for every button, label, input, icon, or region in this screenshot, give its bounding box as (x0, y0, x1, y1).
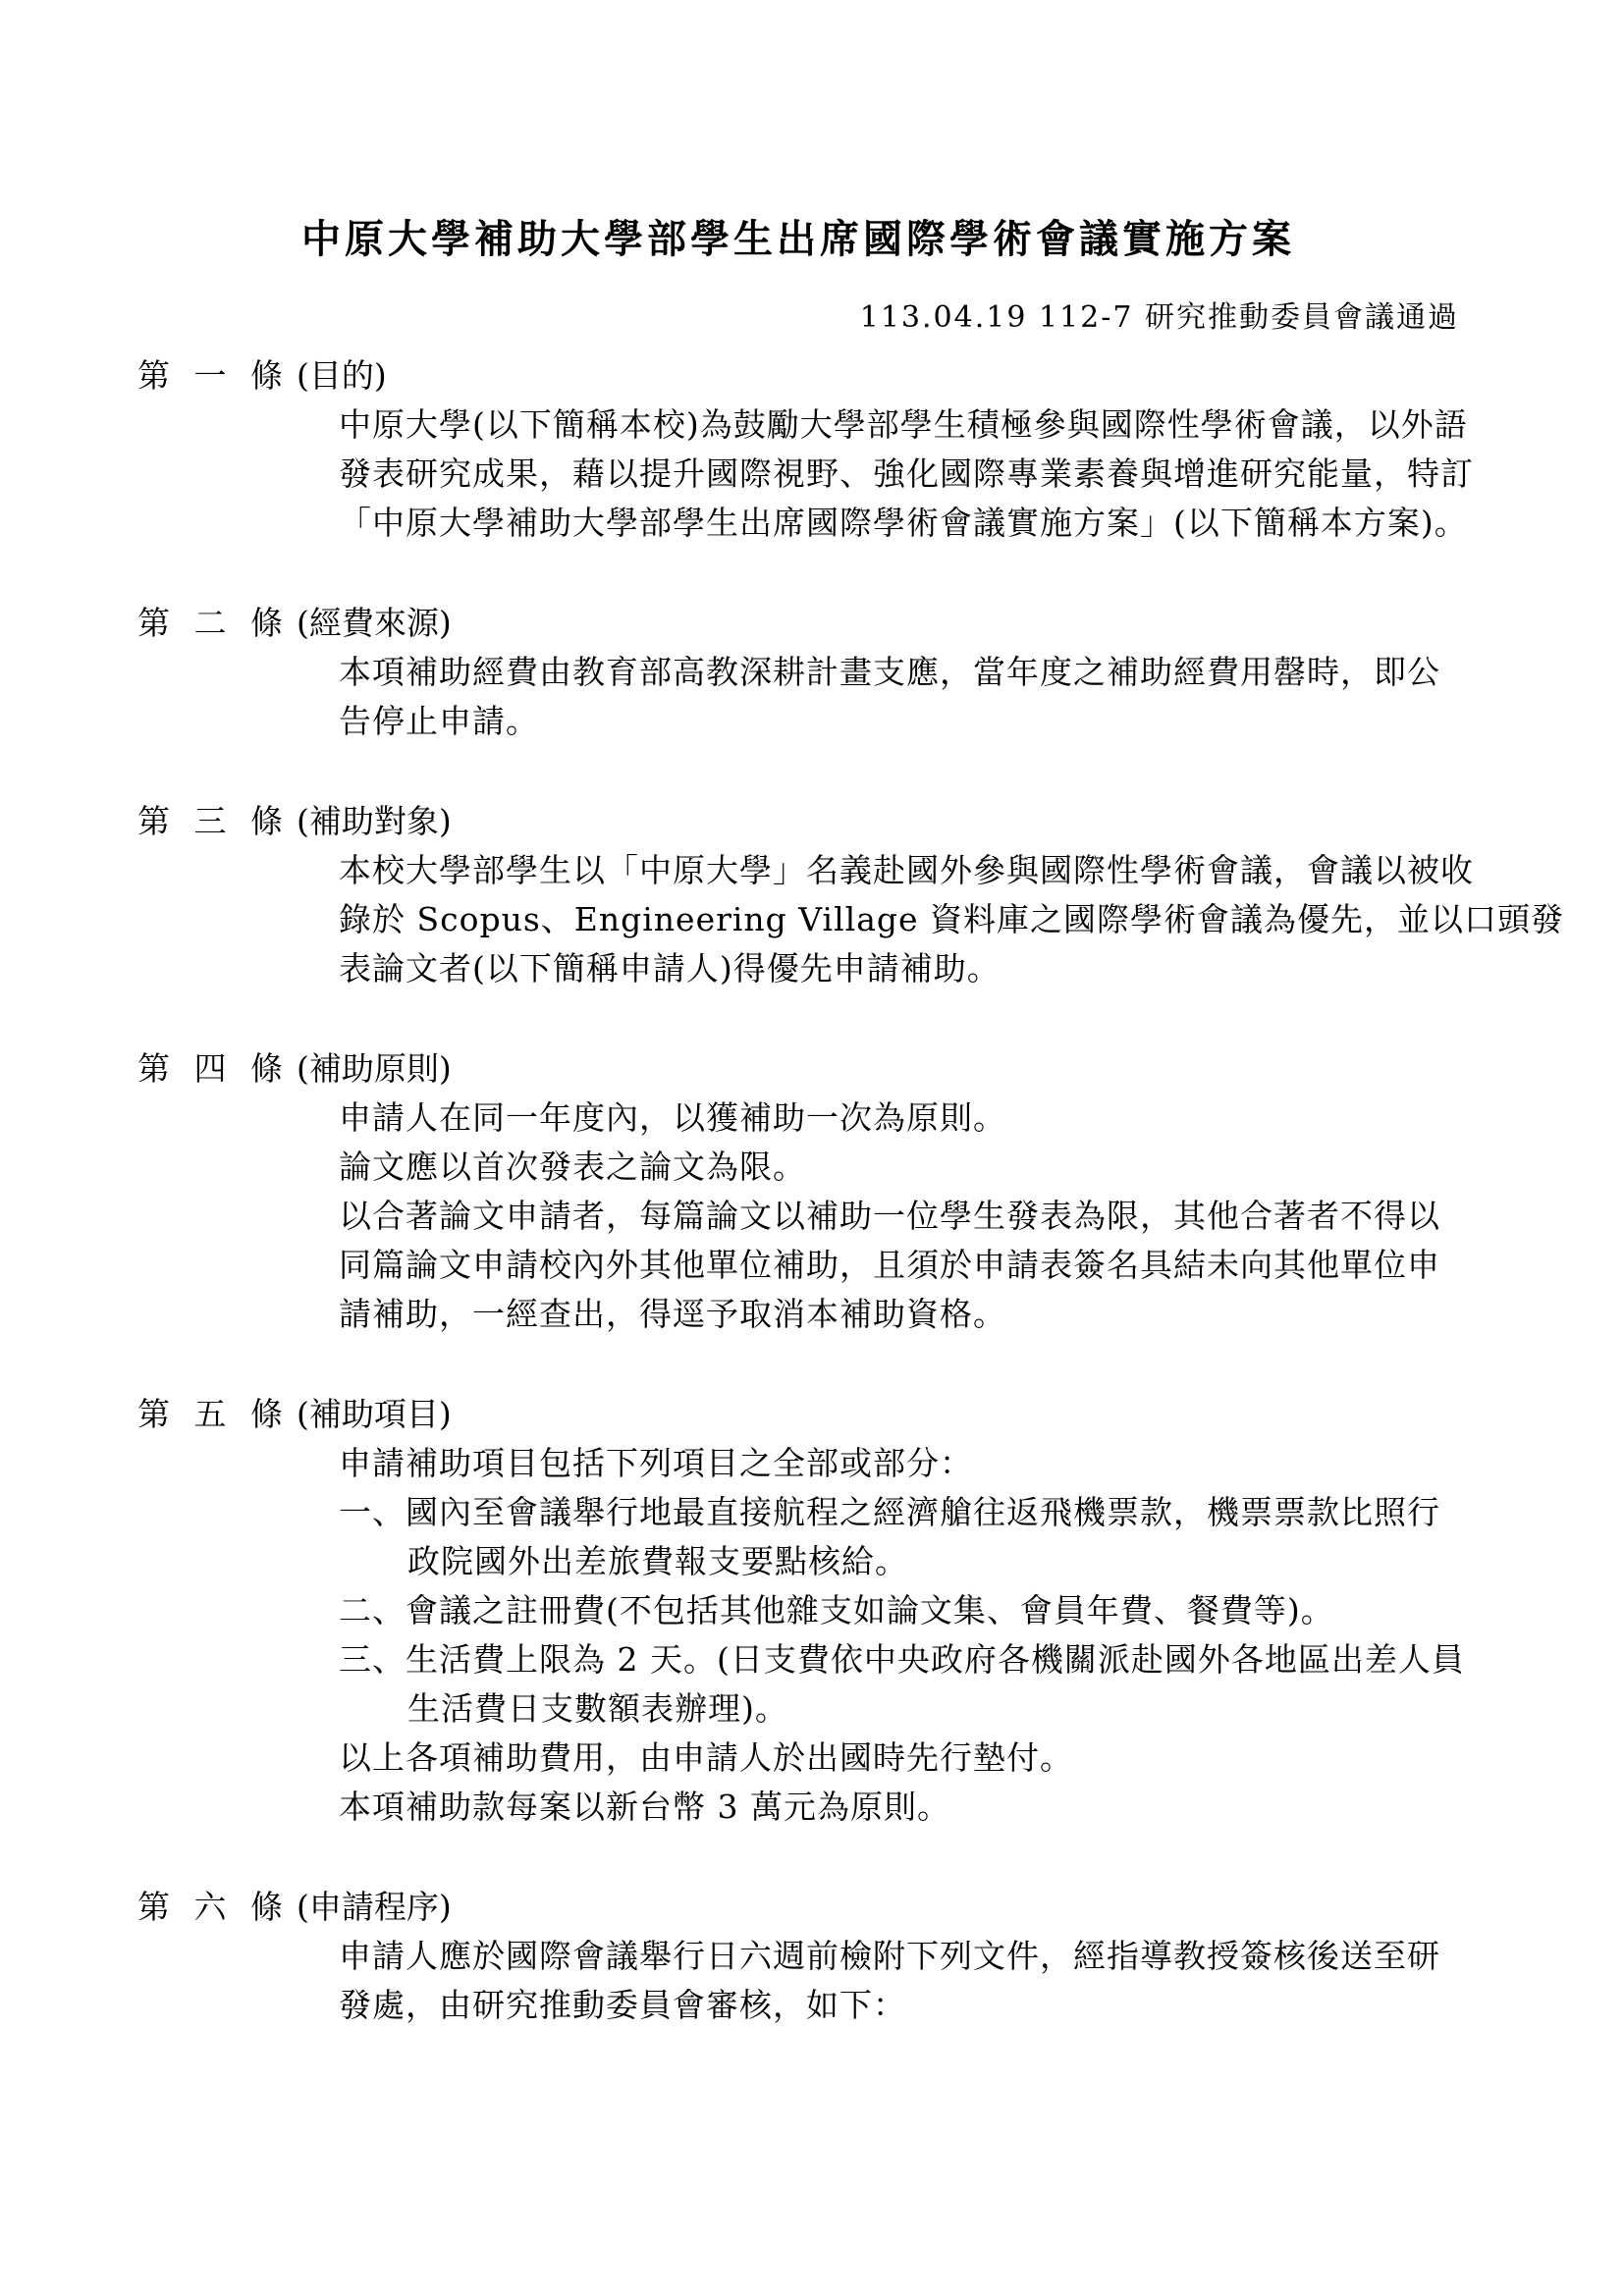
article-6-body (339, 1932, 1459, 2030)
article-4-number: 第 四 條 (137, 1049, 283, 1088)
article-1-heading (137, 351, 1459, 400)
text-line: 本校大學部學生以「中原大學」名義赴國外參與國際性學術會議，會議以被收 (339, 851, 1474, 889)
article-6-heading (137, 1883, 1459, 1932)
text-line: 錄於 Scopus、Engineering Village 資料庫之國際學術會議為優先，並以口頭發 (339, 900, 1565, 938)
list-item-continuation: 政院國外出差旅費報支要點核給。 (407, 1542, 908, 1580)
text-line: 以合著論文申請者，每篇論文以補助一位學生發表為限，其他合著者不得以 (339, 1197, 1440, 1235)
list-item-continuation: 生活費日支數額表辦理)。 (407, 1689, 788, 1728)
text-line: 中原大學(以下簡稱本校)為鼓勵大學部學生積極參與國際性學術會議，以外語 (339, 405, 1468, 444)
article-4-heading (137, 1044, 1459, 1094)
article-3-number: 第 三 條 (137, 802, 283, 840)
article-4-subject: (補助原則) (296, 1049, 452, 1088)
article-4-body (339, 1094, 1459, 1339)
article-1-number: 第 一 條 (137, 356, 283, 395)
text-line: 「中原大學補助大學部學生出席國際學術會議實施方案」(以下簡稱本方案)。 (339, 504, 1468, 542)
article-5 (137, 1390, 1465, 1832)
list-item-line: 一、國內至會議舉行地最直接航程之經濟艙往返飛機票款，機票票款比照行 (339, 1493, 1440, 1531)
text-line: 告停止申請。 (339, 702, 539, 740)
text-line: 申請補助項目包括下列項目之全部或部分： (339, 1444, 973, 1482)
article-6 (137, 1883, 1459, 2030)
article-1-body (339, 400, 1474, 548)
article-3-heading (137, 797, 1459, 846)
article-1 (137, 351, 1474, 548)
text-line: 請補助，一經查出，得逕予取消本補助資格。 (339, 1295, 1006, 1333)
text-line: 表論文者(以下簡稱申請人)得優先申請補助。 (339, 949, 1001, 988)
approval-note: 113.04.19 112-7 研究推動委員會議通過 (859, 300, 1459, 335)
text-line: 申請人在同一年度內，以獲補助一次為原則。 (339, 1098, 1006, 1137)
article-2-subject: (經費來源) (296, 604, 452, 642)
text-line: 發表研究成果，藉以提升國際視野、強化國際專業素養與增進研究能量，特訂 (339, 454, 1474, 493)
article-4 (137, 1044, 1459, 1339)
text-line: 以上各項補助費用，由申請人於出國時先行墊付。 (339, 1738, 1073, 1777)
text-line: 申請人應於國際會議舉行日六週前檢附下列文件，經指導教授簽核後送至研 (339, 1937, 1440, 1975)
article-3-subject: (補助對象) (296, 802, 452, 840)
list-item-line: 二、會議之註冊費(不包括其他雜支如論文集、會員年費、餐費等)。 (339, 1591, 1334, 1629)
text-line: 本項補助經費由教育部高教深耕計畫支應，當年度之補助經費用罄時，即公 (339, 653, 1440, 691)
article-5-subject: (補助項目) (296, 1395, 452, 1433)
article-5-heading (137, 1390, 1459, 1439)
document-title: 中原大學補助大學部學生出席國際學術會議實施方案 (301, 216, 1295, 262)
article-6-subject: (申請程序) (296, 1888, 452, 1926)
article-5-body (339, 1439, 1465, 1832)
article-2 (137, 599, 1459, 746)
text-line: 本項補助款每案以新台幣 3 萬元為原則。 (339, 1788, 950, 1826)
article-2-heading (137, 599, 1459, 648)
article-2-body (339, 648, 1459, 746)
article-1-subject: (目的) (296, 356, 387, 395)
text-line: 同篇論文申請校內外其他單位補助，且須於申請表簽名具結未向其他單位申 (339, 1246, 1440, 1284)
text-line: 論文應以首次發表之論文為限。 (339, 1148, 806, 1186)
article-6-number: 第 六 條 (137, 1888, 283, 1926)
text-line: 發處，由研究推動委員會審核，如下： (339, 1986, 906, 2024)
article-3 (137, 797, 1565, 993)
article-2-number: 第 二 條 (137, 604, 283, 642)
list-item-line: 三、生活費上限為 2 天。(日支費依中央政府各機關派赴國外各地區出差人員 (339, 1640, 1465, 1679)
article-3-body (339, 846, 1565, 993)
article-5-number: 第 五 條 (137, 1395, 283, 1433)
